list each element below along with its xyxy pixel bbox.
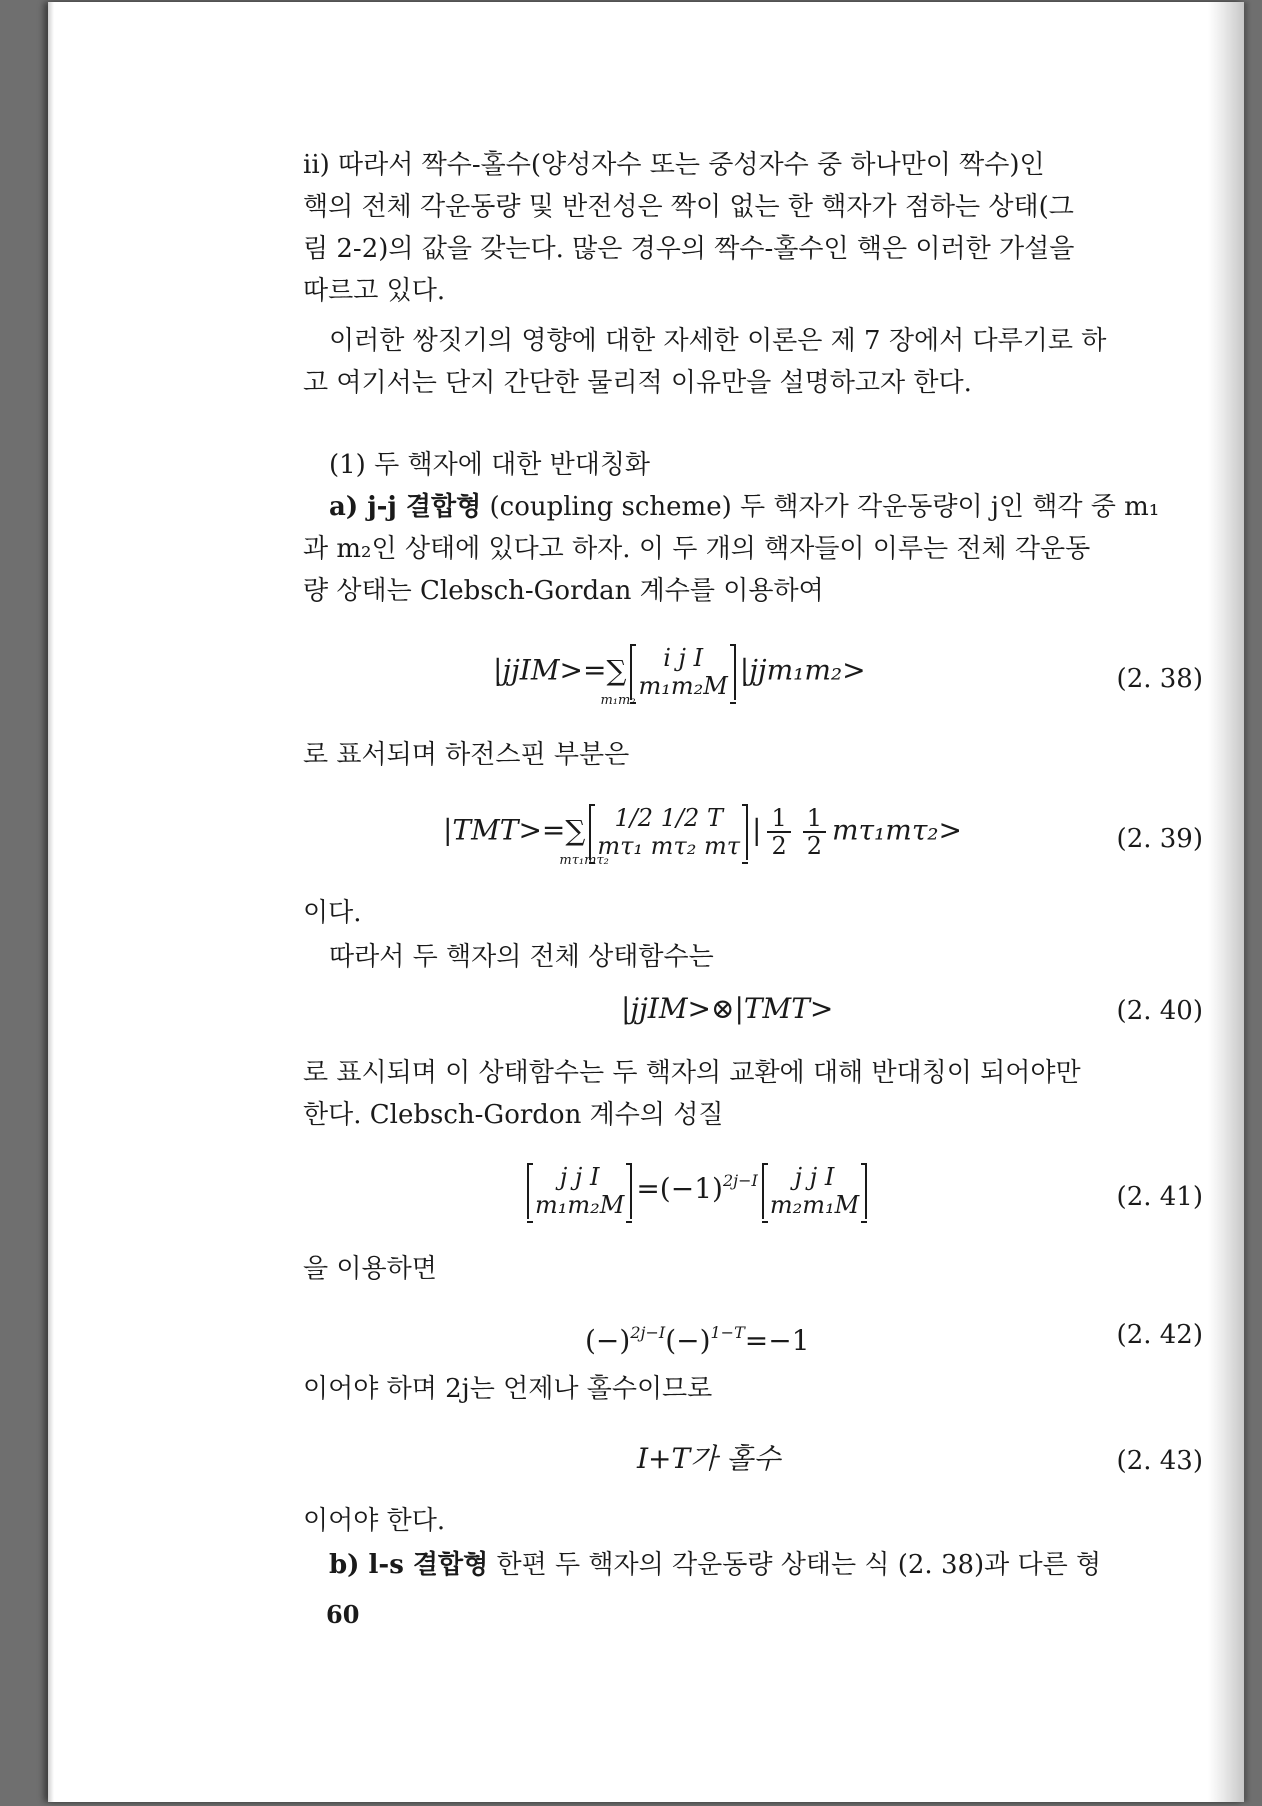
matrix-top-row: i j I	[663, 644, 704, 672]
equation-formula: I+T가 홀수	[637, 1442, 781, 1475]
matrix-bottom-row: m₁m₂M	[638, 672, 728, 700]
eq-part: (−)	[665, 1324, 711, 1357]
matrix-bottom-row: m₁m₂M	[535, 1190, 625, 1219]
text-line: ii) 따라서 짝수-홀수(양성자수 또는 중성자수 중 하나만이 짝수)인	[303, 150, 1045, 180]
subsection-b-line	[329, 1542, 1101, 1588]
text-line: 이다.	[303, 898, 362, 928]
equation-number: (2. 39)	[1116, 824, 1203, 854]
text-line: 한편 두 핵자의 각운동량 상태는 식 (2. 38)과 다른 형	[496, 1550, 1102, 1580]
matrix-bottom-row: mτ₁ mτ₂ mτ	[597, 832, 740, 860]
text-line: 이어야 한다.	[303, 1506, 446, 1536]
equation-formula	[493, 644, 866, 708]
equation-number: (2. 42)	[1116, 1320, 1203, 1350]
equation-number: (2. 43)	[1116, 1446, 1203, 1476]
matrix-top-row: j j I	[794, 1162, 835, 1191]
eq-part: =−1	[744, 1324, 810, 1357]
text-line: 핵의 전체 각운동량 및 반전성은 짝이 없는 한 핵자가 점하는 상태(그	[303, 192, 1074, 222]
clebsch-gordan-matrix	[527, 1163, 632, 1219]
eq-rhs: mτ₁mτ₂>	[832, 813, 962, 847]
eq-part: (−)	[585, 1324, 631, 1357]
clebsch-gordan-matrix	[630, 644, 735, 700]
eq-lhs: |TMT>=	[443, 813, 566, 847]
equation-2-39	[303, 794, 1203, 874]
equation-number: (2. 38)	[1116, 664, 1203, 694]
sum-limits: mτ₁mτ₂	[559, 852, 609, 868]
matrix-top-row: j j I	[559, 1162, 600, 1191]
text-line: 과 m₂인 상태에 있다고 하자. 이 두 개의 핵자들이 이루는 전체 각운동	[303, 534, 1091, 564]
subsection-b-label: b) l-s 결합형	[329, 1550, 489, 1580]
eq-rhs: |jjm₁m₂>	[739, 653, 866, 687]
text-line: 이어야 하며 2j는 언제나 홀수이므로	[303, 1374, 713, 1404]
text-line: 을 이용하면	[303, 1254, 437, 1284]
text-line: 림 2-2)의 값을 갖는다. 많은 경우의 짝수-홀수인 핵은 이러한 가설을	[303, 234, 1075, 264]
eq-exponent: 1−T	[710, 1323, 745, 1342]
eq-lhs: |jjIM>=	[493, 653, 607, 687]
text-line: 고 여기서는 단지 간단한 물리적 이유만을 설명하고자 한다.	[303, 368, 972, 398]
page-left-edge	[48, 2, 54, 1802]
clebsch-gordan-matrix	[589, 804, 748, 860]
text-line: 따라서 두 핵자의 전체 상태함수는	[329, 942, 714, 972]
eq-exponent: 2j−I	[722, 1171, 758, 1190]
text-line: 로 표서되며 하전스핀 부분은	[303, 740, 630, 770]
sum-symbol: ∑ mτ₁mτ₂	[565, 808, 585, 854]
equation-number: (2. 40)	[1116, 996, 1203, 1026]
equation-formula	[585, 1310, 810, 1364]
text-line: 한다. Clebsch-Gordon 계수의 성질	[303, 1100, 724, 1130]
equation-2-41	[303, 1152, 1203, 1232]
text-line: 이러한 쌍짓기의 영향에 대한 자세한 이론은 제 7 장에서 다루기로 하	[329, 326, 1107, 356]
text-line: 따르고 있다.	[303, 276, 446, 306]
sum-symbol: ∑ m₁m₂	[606, 648, 626, 694]
eq-middle: =(−1)	[636, 1172, 723, 1205]
fraction-half: $\frac{1}{2}$	[767, 805, 790, 859]
subsection-a-line	[329, 484, 1159, 530]
equation-formula	[523, 1158, 871, 1219]
equation-number: (2. 41)	[1116, 1182, 1203, 1212]
equation-formula: |TMT>=∑ mτ₁mτ₂ 1/2 1/2 T mτ₁ mτ₂ mτ | $\frac{1}{2}$ $\frac{1}{2}$ mτ₁mτ₂>	[443, 804, 962, 860]
text-line: (coupling scheme) 두 핵자가 각운동량이 j인 핵각 중 m₁	[489, 492, 1160, 522]
equation-formula: |jjIM>⊗|TMT>	[621, 992, 834, 1025]
matrix-bottom-row: m₂m₁M	[769, 1190, 860, 1219]
fraction-half: $\frac{1}{2}$	[803, 805, 826, 859]
sum-limits: m₁m₂	[600, 692, 636, 708]
clebsch-gordan-matrix	[762, 1163, 867, 1219]
book-page	[48, 2, 1244, 1802]
text-line: 량 상태는 Clebsch-Gordan 계수를 이용하여	[303, 576, 824, 606]
page-number: 60	[326, 1600, 360, 1629]
subsection-a-label: a) j-j 결합형	[329, 492, 482, 522]
matrix-top-row: 1/2 1/2 T	[614, 804, 723, 832]
eq-exponent: 2j−I	[630, 1323, 666, 1342]
section-heading: (1) 두 핵자에 대한 반대칭화	[329, 450, 651, 480]
page-binding-shadow	[1208, 2, 1244, 1802]
equation-2-38	[303, 632, 1203, 712]
text-line: 로 표시되며 이 상태함수는 두 핵자의 교환에 대해 반대칭이 되어야만	[303, 1058, 1081, 1088]
